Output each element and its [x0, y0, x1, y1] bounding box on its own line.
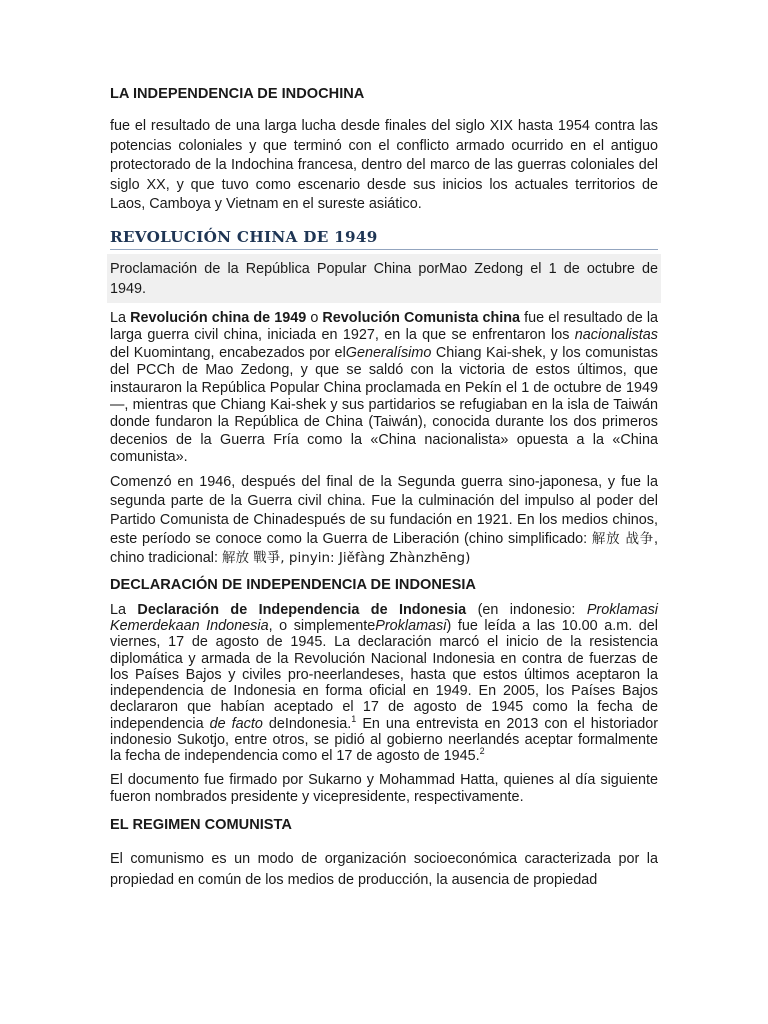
italic-term: Generalísimo: [345, 344, 432, 361]
footnote-ref[interactable]: 1: [351, 713, 357, 724]
indochina-heading: LA INDEPENDENCIA DE INDOCHINA: [110, 86, 365, 102]
regimen-paragraph: El comunismo es un modo de organización socioeconómica caracterizada por la propiedad en común de los medios de producción, la ausencia de propiedad: [110, 850, 658, 888]
italic-term: Proklamasi: [375, 617, 447, 634]
bold-term: Revolución Comunista china: [322, 309, 521, 326]
bold-term: Declaración de Independencia de Indonesia: [137, 601, 467, 618]
italic-term: Proklamasi Kemerdekaan Indonesia: [110, 601, 658, 634]
bold-term: Revolución china de 1949: [130, 309, 307, 326]
document-content: [110, 84, 658, 891]
china-caption: Proclamación de la República Popular China porMao Zedong el 1 de octubre de 1949.: [107, 254, 661, 303]
regimen-heading: EL REGIMEN COMUNISTA: [110, 816, 292, 833]
china-paragraph-2: Comenzó en 1946, después del final de la Segunda guerra sino-japonesa, y fue la segunda parte de la Guerra civil china. Fue la culminación del impulso al poder del Partido Comunista de Chinadespués de su fundación en 1921. En los medios chinos, este período se conoce como la Guerra de Liberación (chino simplificado: 解放 战争, chino tradicional: 解放 戰爭, pinyin: Jiěfàng Zhànzhēng): [110, 473, 658, 567]
indonesia-paragraph-1: La Declaración de Independencia de Indonesia (en indonesio: Proklamasi Kemerdekaan Indonesia, o simplementeProklamasi) fue leída a las 10.00 a.m. del viernes, 17 de agosto de 1945. La declaración marcó el inicio de la resistencia diplomática y armada de la Revolución Nacional Indonesia en contra de fuerzas de los Países Bajos y civiles pro-neerlandeses, hasta que estos últimos aceptaron la independencia de Indonesia en forma oficial en 1949. En 2005, los Países Bajos declararon que habían aceptado el 17 de agosto de 1945 como la fecha de independencia de facto deIndonesia.$^1$ En una entrevista en 2013 con el historiador indonesio Sukotjo, entre otros, se pidió al gobierno neerlandés aceptar formalmente la fecha de independencia como el 17 de agosto de 1945.$^2$: [110, 601, 658, 765]
chinese-text: 解放 戰爭, pinyin: Jiěfàng Zhànzhēng): [222, 550, 471, 567]
italic-term: nacionalistas: [574, 327, 658, 344]
indochina-paragraph: fue el resultado de una larga lucha desde finales del siglo XIX hasta 1954 contra las potencias coloniales y que terminó con el conflicto armado ocurrido en el antiguo protectorado de la Indochina francesa, dentro del marco de las guerras coloniales del siglo XX, y que tuvo como escenario desde sus inicios los actuales territorios de Laos, Camboya y Vietnam en el sureste asiático.: [110, 118, 658, 213]
china-paragraph-1: La Revolución china de 1949 o Revolución Comunista china fue el resultado de la larga guerra civil china, iniciada en 1927, en la que se enfrentaron los nacionalistas del Kuomintang, encabezados por elGeneralísimo Chiang Kai-shek, y los comunistas del PCCh de Mao Zedong, y que se saldó con la victoria de estos últimos, que instauraron la República Popular China proclamada en Pekín el 1 de octubre de 1949—, mientras que Chiang Kai-shek y sus partidarios se refugiaban en la isla de Taiwán donde fundaron la República de China (Taiwán), conocida durante los dos primeros decenios de la Guerra Fría como la «China nacionalista» opuesta a la «China comunista».: [110, 309, 659, 466]
china-heading: REVOLUCIÓN CHINA DE 1949: [110, 227, 658, 250]
indonesia-heading: DECLARACIÓN DE INDEPENDENCIA DE INDONESIA: [110, 576, 476, 593]
chinese-text: 解放 战争: [591, 531, 654, 548]
indonesia-paragraph-2: El documento fue firmado por Sukarno y Mohammad Hatta, quienes al día siguiente fueron nombrados presidente y vicepresidente, respectivamente.: [110, 771, 658, 806]
italic-term: de facto: [209, 715, 263, 732]
footnote-ref[interactable]: 2: [479, 746, 485, 757]
